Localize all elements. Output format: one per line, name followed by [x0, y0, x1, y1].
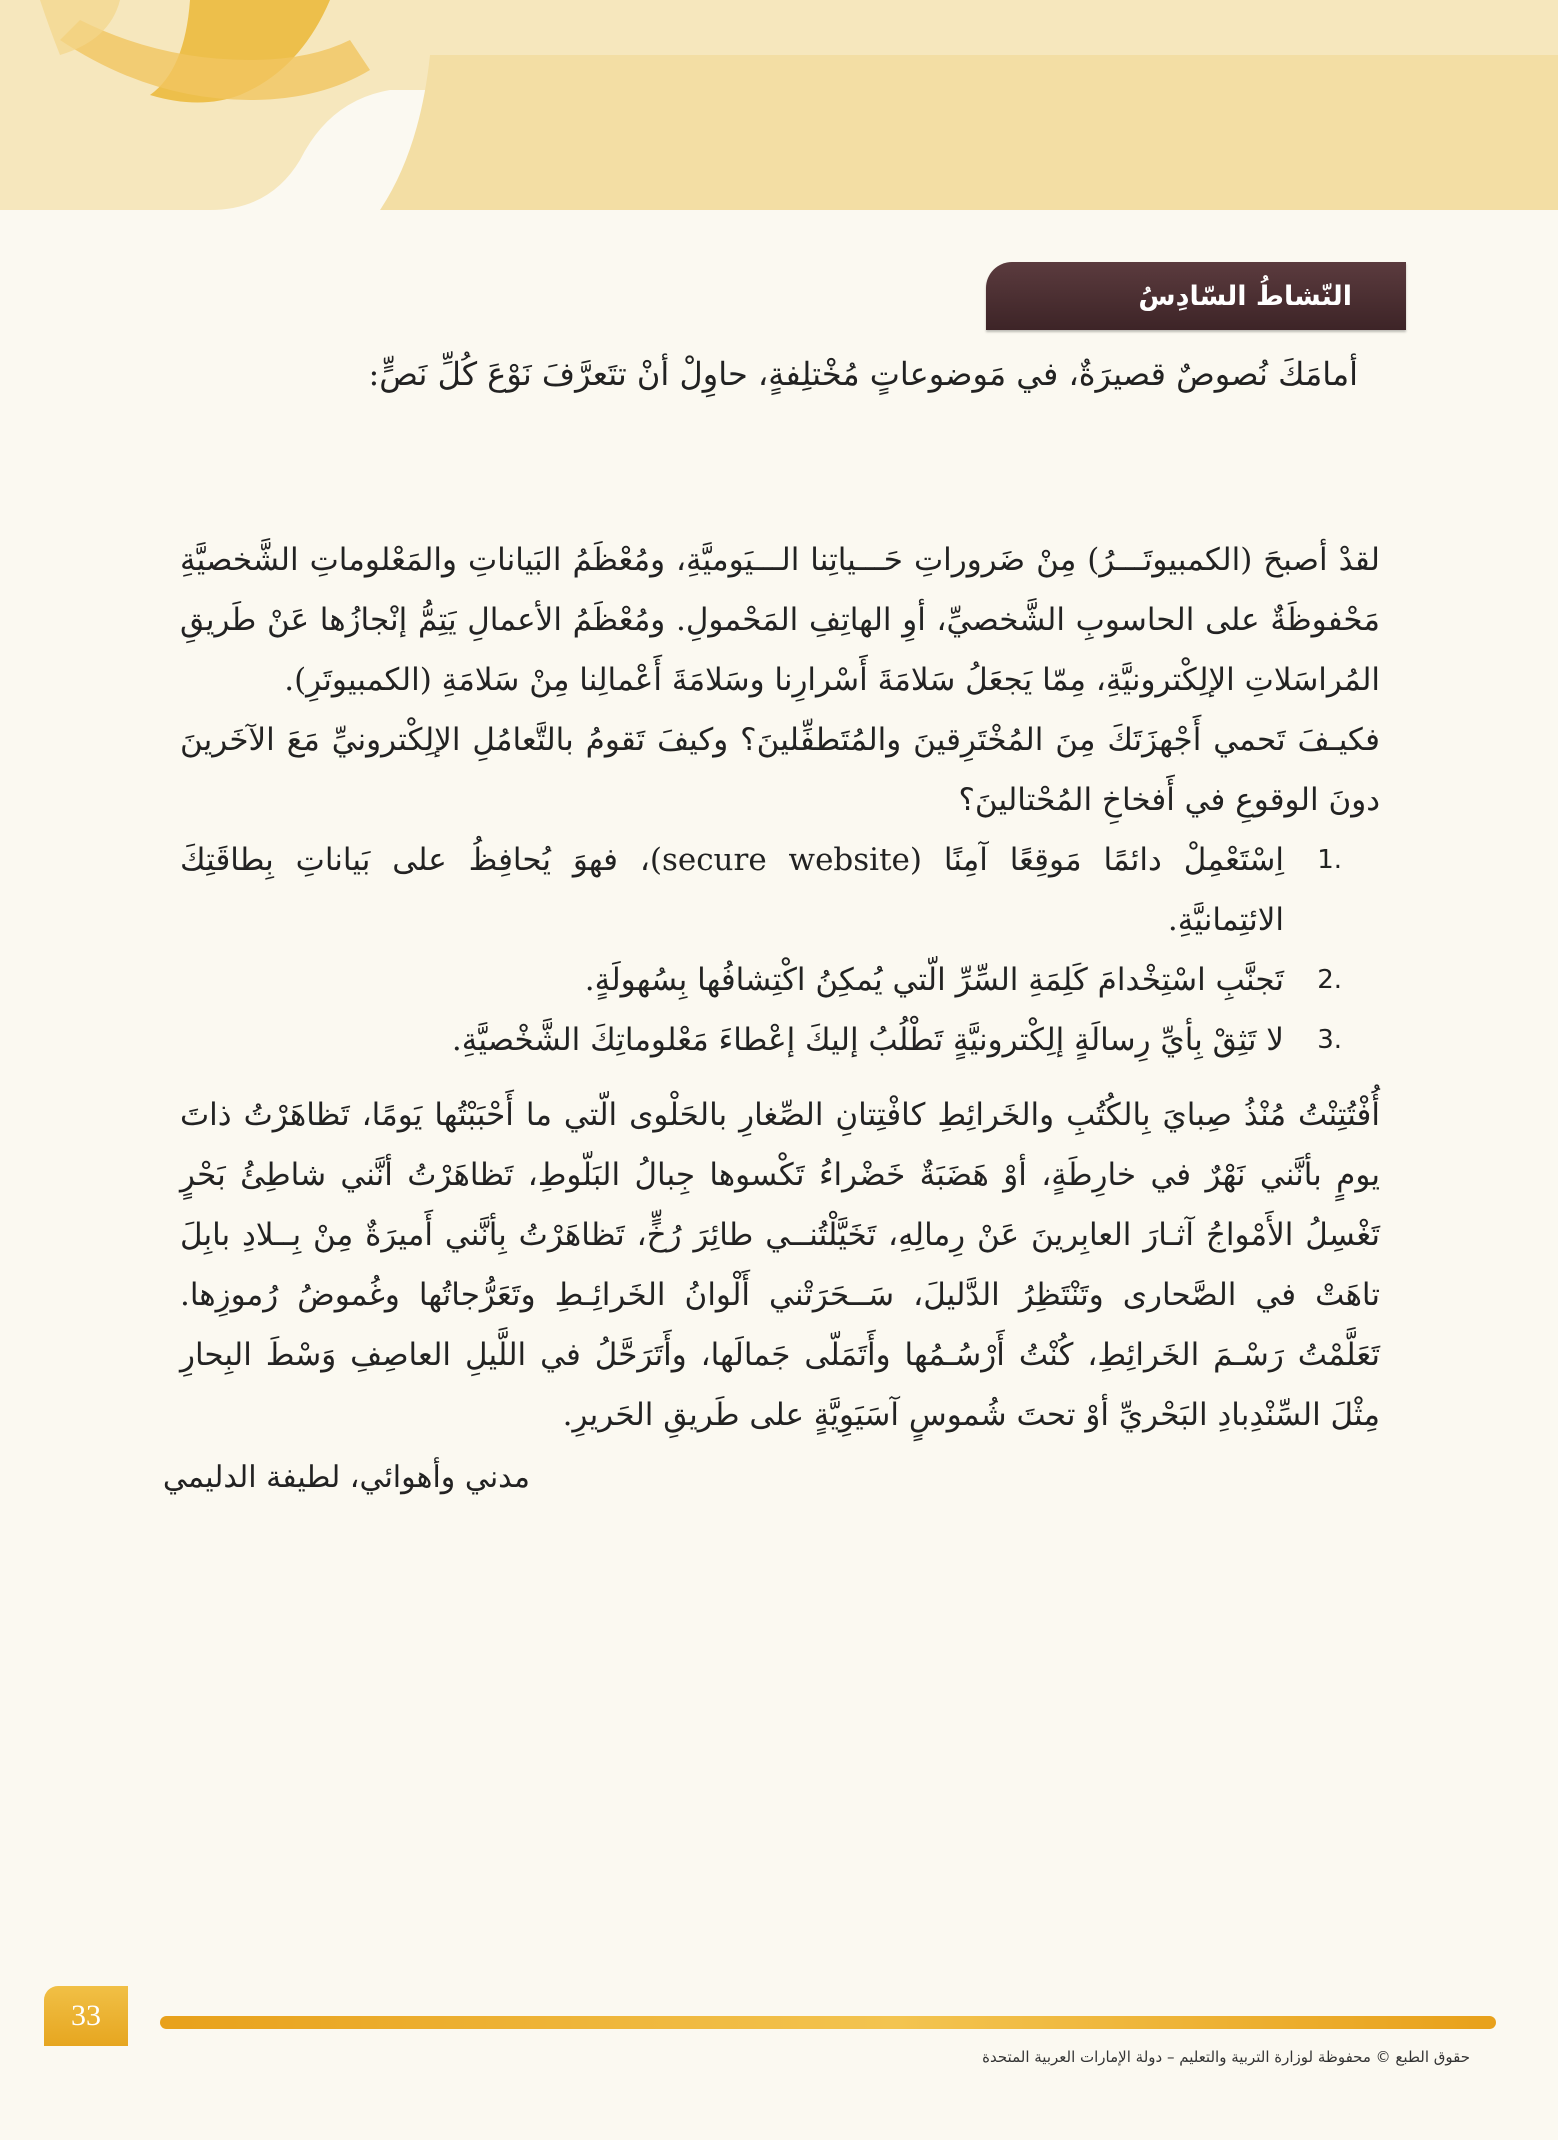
list-item	[180, 1010, 1342, 1070]
tip-number: .2	[1317, 965, 1342, 995]
tips-list	[180, 830, 1380, 1070]
instructions: أمامَكَ نُصوصٌ قصيرَةٌ، في مَوضوعاتٍ مُخْتلِفةٍ، حاوِلْ أنْ تتَعرَّفَ نَوْعَ كُلِّ نَصٍّ:	[368, 355, 1358, 393]
activity-title: النّشاطُ السّادِسُ	[1138, 280, 1352, 312]
copyright-notice: حقوق الطبع © محفوظة لوزارة التربية والتعليم – دولة الإمارات العربية المتحدة	[982, 2048, 1470, 2066]
tip-number: .3	[1317, 1025, 1342, 1055]
tip-number: .1	[1317, 845, 1342, 875]
text-one-question: فكيـفَ تَحمي أَجْهزَتَكَ مِنَ المُخْتَرِقينَ والمُتَطفِّلينَ؟ وكيفَ تَقومُ بالتَّعامُلِ الإلِكْترونيِّ مَعَ الآخَرينَ دونَ الوقوعِ في أَفخاخِ المُحْتالينَ؟	[180, 722, 1380, 818]
text-one	[180, 530, 1380, 1070]
text-two-paragraph: أُفْتُتِنْتُ مُنْذُ صِبايَ بِالكُتُبِ والخَرائِطِ كافْتِتانِ الصِّغارِ بالحَلْوى الّتي ما أَحْبَبْتُها يَومًا، تَظاهَرْتُ ذاتَ يومٍ بأنَّني نَهْرٌ في خارِطَةٍ، أوْ هَضَبَةٌ خَضْراءُ تَكْسوها جِبالُ البَلّوطِ، تَظاهَرْتُ أنَّني شاطِئُ بَحْرٍ تَغْسِلُ الأَمْواجُ آثـارَ العابِرينَ عَنْ رِمالِهِ، تَخَيَّلْتُنــي طائِرَ رُخٍّ، تَظاهَرْتُ بِأنَّني أَميرَةٌ مِنْ بِــلادِ بابِلَ تاهَتْ في الصَّحارى وتَنْتَظِرُ الدَّليلَ، سَــحَرَتْني أَلْوانُ الخَرائِـطِ وتَعَرُّجاتُها وغُموضُ رُموزِها. تَعَلَّمْتُ رَسْـمَ الخَرائِطِ، كُنْتُ أَرْسُـمُها وأَتَمَلّى جَمالَها، وأَتَرَحَّلُ في اللَّيلِ العاصِفِ وَسْطَ البِحارِ مِثْلَ السِّنْدِبادِ البَحْريِّ أوْ تحتَ شُموسٍ آسَيَوِيَّةٍ على طَريقِ الحَريرِ.	[180, 1097, 1380, 1433]
text-two	[180, 1085, 1380, 1445]
list-item	[180, 830, 1342, 950]
footer-rule	[160, 2016, 1496, 2029]
activity-header-tab	[986, 262, 1406, 330]
list-item	[180, 950, 1342, 1010]
tip-text: تَجنَّبِ اسْتِخْدامَ كَلِمَةِ السِّرِّ الّتي يُمكِنُ اكْتِشافُها بِسُهولَةٍ.	[584, 962, 1284, 998]
source-citation: مدني وأهوائي، لطيفة الدليمي	[162, 1460, 530, 1495]
page-number: 33	[44, 1986, 128, 2046]
tip-text: لا تَثِقْ بِأيِّ رِسالَةٍ إلِكْترونيَّةٍ تَطْلُبُ إليكَ إعْطاءَ مَعْلوماتِكَ الشَّخْصيَّةِ.	[451, 1022, 1284, 1058]
text-one-paragraph: لقدْ أصبحَ (الكمبيوتَـــرُ) مِنْ ضَروراتِ حَـــياتِنا الـــيَوميَّةِ، ومُعْظَمُ البَياناتِ والمَعْلوماتِ الشَّخصيَّةِ مَحْفوظَةٌ على الحاسوبِ الشَّخصيِّ، أوِ الهاتِفِ المَحْمولِ. ومُعْظَمُ الأعمالِ يَتِمُّ إنْجازُها عَنْ طَريقِ المُراسَلاتِ الإلِكْترونيَّةِ، مِمّا يَجعَلُ سَلامَةَ أَسْرارِنا وسَلامَةَ أَعْمالِنا مِنْ سَلامَةِ (الكمبيوتَرِ).	[180, 542, 1380, 698]
top-decoration	[0, 0, 1558, 210]
tip-text: اِسْتَعْمِلْ دائمًا مَوقِعًا آمِنًا (secure website)، فهوَ يُحافِظُ على بَياناتِ بِطاقَتِكَ الائتِمانيَّةِ.	[180, 842, 1285, 938]
